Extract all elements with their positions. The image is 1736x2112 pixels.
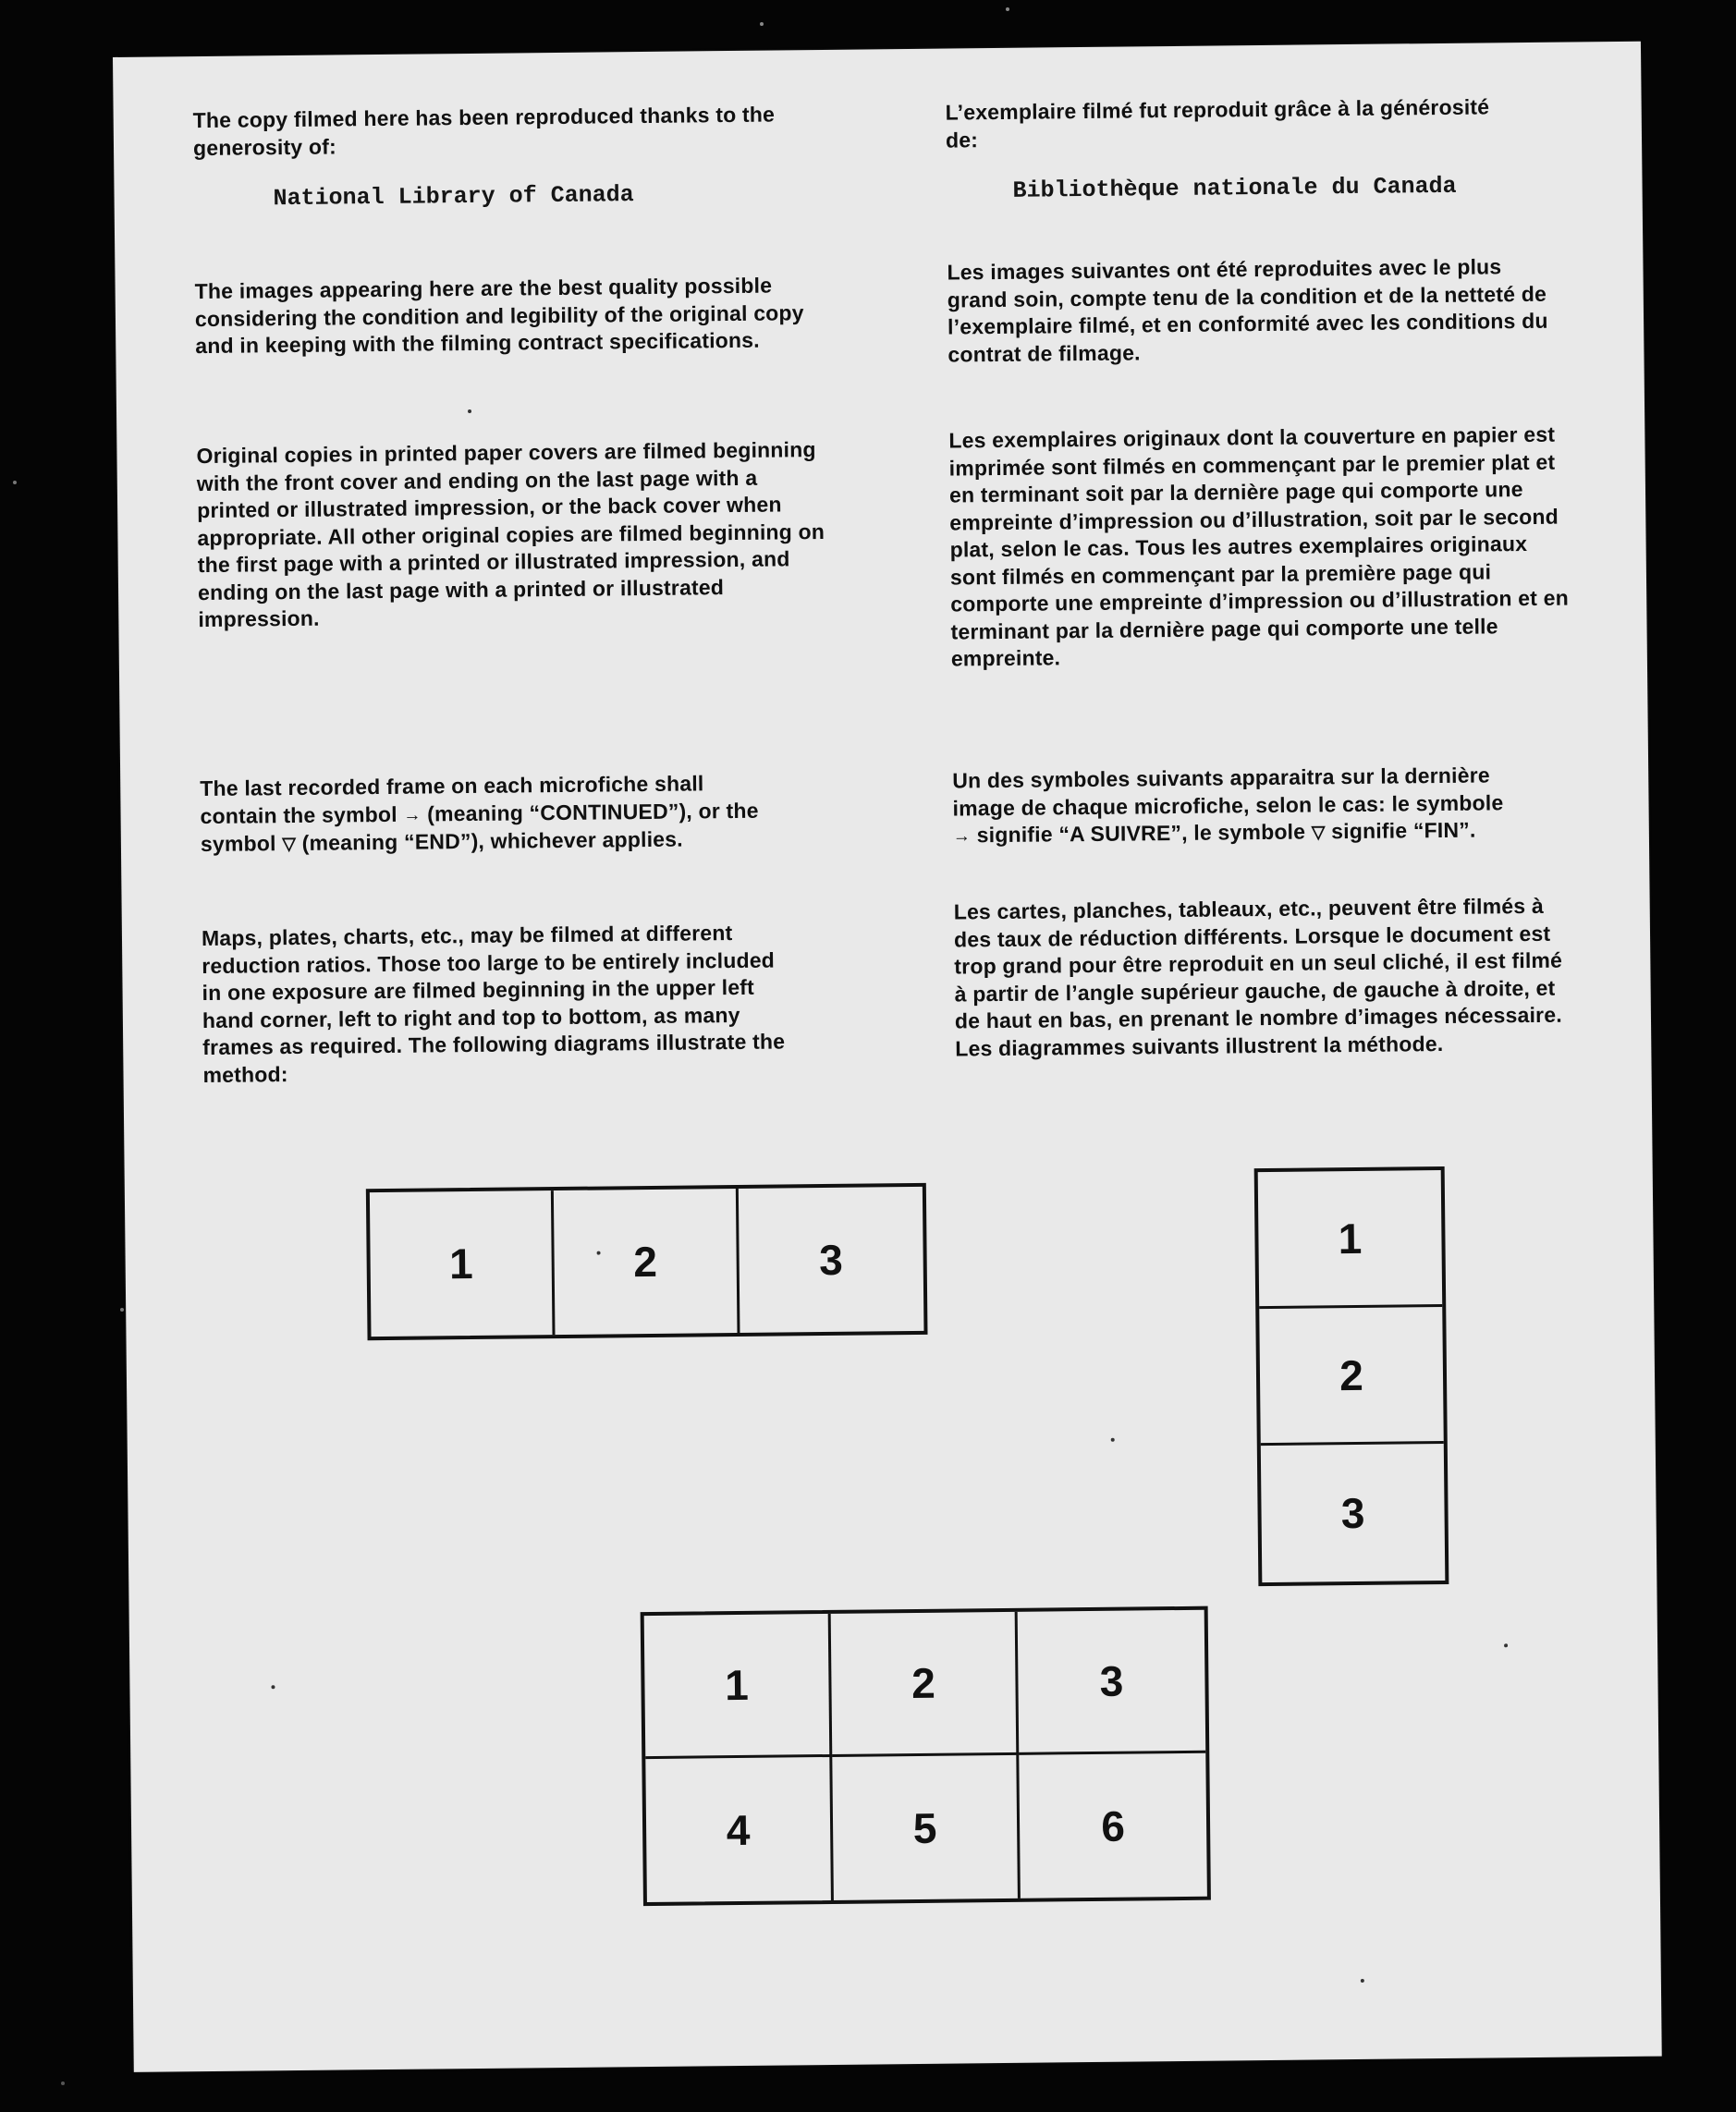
film-speck [61, 2081, 65, 2085]
dust-speck [1361, 1979, 1364, 1983]
frame-cell: 2 [1259, 1307, 1444, 1446]
left-frame-text-c: (meaning “END”), whichever applies. [301, 826, 683, 855]
grid-frames-diagram [641, 1606, 1211, 1906]
right-symbols-text-a: Un des symboles suivants apparaitra sur la dernière image de chaque microfiche, selon le cas: le symbole [952, 763, 1504, 821]
frame-cell: 5 [832, 1755, 1021, 1900]
left-maps-paragraph: Maps, plates, charts, etc., may be filmed at different reduction ratios. Those too large to be entirely included in one exposure are filmed beginning in the upper left hand corner, left to right and top to bottom, as many frames as required. The following diagrams illustrate the method: [201, 921, 786, 1087]
frame-cell: 2 [831, 1612, 1020, 1757]
frame-cell: 6 [1101, 1801, 1126, 1850]
frame-cell: 4 [645, 1757, 834, 1902]
right-intro: L’exemplaire filmé fut reproduit grâce à la générosité de: [945, 94, 1490, 153]
left-covers-paragraph: Original copies in printed paper covers are filmed beginning with the front cover and ending on the last page with a printed or illustrated impression, or the back cover when appropriate. All other original copies are filmed beginning on the first page with a printed or illustrated impression, and ending on the last page with a printed or illustrated impression. [196, 437, 825, 632]
frame-cell: 2 [554, 1189, 740, 1335]
left-frame-symbol-paragraph [200, 770, 766, 860]
left-frame-text-b: (meaning “CONTINUED”), or the symbol [200, 798, 759, 857]
right-covers-paragraph: Les exemplaires originaux dont la couverture en papier est imprimée sont filmés en commençant par le premier plat et en terminant soit par la dernière page qui comporte une empreinte d’impression ou d’illustration, soit par le second plat, selon le cas. Tous les autres exemplaires originaux sont filmés en commençant par la première page qui comporte une empreinte d’impression ou d’illustration et en terminant par la dernière page qui comporte une telle empreinte. [948, 421, 1570, 671]
dust-speck [1111, 1438, 1115, 1442]
frame-cell: 1 [370, 1190, 556, 1337]
right-library-name: Bibliothèque nationale du Canada [1012, 172, 1457, 204]
filmed-page [113, 42, 1662, 2072]
frame-cell: 3 [818, 1235, 844, 1285]
frame-cell: 1 [1258, 1170, 1443, 1309]
right-maps-paragraph: Les cartes, planches, tableaux, etc., peuvent être filmés à des taux de réduction différents. Lorsque le document est trop grand pour être reproduit en un seul cliché, il est filmé à partir de l’angle supérieur gauche, de gauche à droite, et de haut en bas, en prenant le nombre d’images nécessaire. Les diagrammes suivants illustrent la méthode. [953, 893, 1563, 1061]
right-quality-paragraph: Les images suivantes ont été reproduites avec le plus grand soin, compte tenu de la condition et de la netteté de l’exemplaire filmé, et en conformité avec les conditions du contrat de filmage. [947, 254, 1548, 367]
frame-cell: 3 [1018, 1610, 1206, 1755]
fin-triangle-icon: ▽ [1311, 823, 1326, 843]
dust-speck [271, 1685, 275, 1689]
end-triangle-icon: ▽ [282, 834, 297, 855]
film-speck [13, 481, 17, 484]
dust-speck [597, 1251, 601, 1255]
dust-speck [468, 409, 471, 413]
frame-cell: 3 [1340, 1488, 1365, 1538]
vertical-frames-diagram [1254, 1166, 1449, 1586]
horizontal-frames-diagram [366, 1183, 928, 1340]
continued-arrow-icon: → [403, 805, 422, 825]
frame-cell: 1 [644, 1614, 833, 1759]
right-symbols-text-c: signifie “FIN”. [1331, 817, 1476, 844]
left-library-name: National Library of Canada [273, 181, 634, 213]
film-speck [1006, 7, 1009, 11]
film-speck [120, 1308, 124, 1312]
left-intro: The copy filmed here has been reproduced thanks to the generosity of: [192, 102, 776, 160]
right-symbols-paragraph [952, 762, 1526, 850]
right-symbols-text-b: signifie “A SUIVRE”, le symbole [976, 819, 1306, 848]
dust-speck [1504, 1643, 1508, 1647]
left-frame-text-a: The last recorded frame on each microfiche shall contain the symbol [200, 771, 704, 828]
left-quality-paragraph: The images appearing here are the best quality possible considering the condition and legibility of the original copy and in keeping with the filming contract specifications. [194, 273, 804, 359]
suivre-arrow-icon: → [952, 826, 972, 847]
film-speck [760, 22, 764, 26]
